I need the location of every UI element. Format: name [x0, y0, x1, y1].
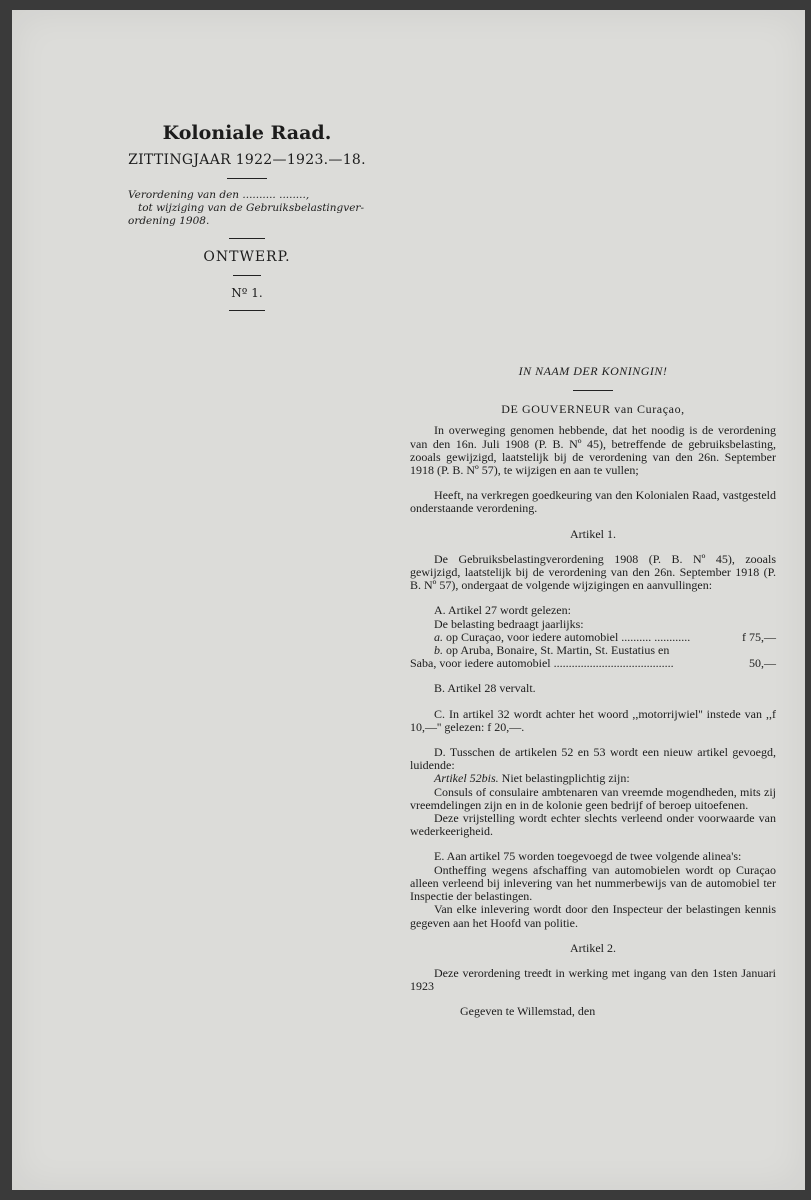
- amendment-e-para1: Ontheffing wegens afschaffing van automobielen wordt op Curaçao alleen verleend bij inlevering van het nummerbewijs van de automobiel ter Inspectie der belastingen.: [410, 862, 776, 904]
- article-52bis-text: Niet belastingplichtig zijn:: [501, 771, 630, 786]
- article-1-intro: De Gebruiksbelastingverordening 1908 (P. B. Nº 45), zooals gewijzigd, laatstelijk bij de verordening van den 26n. September 1918 (P. B. Nº 57), ondergaat de volgende wijzigingen en aanvullingen:: [410, 551, 776, 593]
- article-2-text: Deze verordening treedt in werking met ingang van den 1sten Januari 1923: [410, 965, 776, 994]
- adoption-paragraph: Heeft, na verkregen goedkeuring van den Kolonialen Raad, vastgesteld onderstaande verordening.: [410, 488, 776, 516]
- description-line: ordening 1908.: [128, 215, 210, 227]
- amendment-a: A. Artikel 27 wordt gelezen:: [434, 603, 571, 618]
- council-title: Koloniale Raad.: [162, 122, 332, 144]
- consideration-paragraph: In overweging genomen hebbende, dat het noodig is de verordening van den 16n. Juli 1908 (P. B. Nº 45), betreffende de gebruiksbelasting, zooals gewijzigd, laatstelijk bij de verordening van den 26n. September 1918 (P. B. Nº 57), te wijzigen en aan te vullen;: [410, 423, 776, 478]
- article-2-heading: Artikel 2.: [570, 940, 616, 955]
- governor-line: DE GOUVERNEUR van Curaçao,: [501, 402, 685, 417]
- item-label: Saba, voor iedere automobiel ........................................: [410, 657, 674, 671]
- divider: [229, 238, 265, 239]
- draft-label: ONTWERP.: [203, 249, 291, 265]
- tax-rate-islands: [410, 644, 776, 657]
- reciprocity-clause: Deze vrijstelling wordt echter slechts verleend onder voorwaarde van wederkeerigheid.: [410, 811, 776, 839]
- ordinance-description: [122, 189, 368, 228]
- item-amount: f 75,—: [742, 629, 776, 644]
- invocation: IN NAAM DER KONINGIN!: [518, 364, 668, 378]
- divider: [573, 390, 613, 391]
- divider: [233, 275, 261, 276]
- description-line: Verordening van den .......... ........,: [128, 189, 310, 201]
- amendment-e-para2: Van elke inlevering wordt door den Inspecteur der belastingen kennis gegeven aan het Hoofd van politie.: [410, 902, 776, 930]
- ordinance-body: [410, 365, 776, 1019]
- article-52bis-title: Artikel 52bis.: [434, 771, 499, 786]
- document-header: [122, 120, 372, 321]
- description-line: tot wijziging van de Gebruiksbelastingver-: [138, 202, 364, 214]
- draft-number: Nº 1.: [231, 286, 263, 300]
- tax-rate-islands-cont: [410, 657, 776, 670]
- document-page: [12, 10, 805, 1190]
- article-1-heading: Artikel 1.: [570, 526, 616, 541]
- given-at: Gegeven te Willemstad, den: [460, 1004, 596, 1019]
- item-label: op Curaçao, voor iedere automobiel .......... ............: [446, 630, 691, 644]
- article-52bis: [410, 772, 776, 785]
- item-letter: b.: [434, 643, 443, 658]
- amendment-e: E. Aan artikel 75 worden toegevoegd de twee volgende alinea's:: [434, 849, 742, 864]
- divider: [227, 178, 267, 179]
- item-letter: a.: [434, 630, 443, 644]
- divider: [229, 310, 265, 311]
- session-year: ZITTINGJAAR 1922—1923.—18.: [128, 152, 366, 168]
- consuls-exemption: Consuls of consulaire ambtenaren van vreemde mogendheden, mits zij vreemdelingen zijn en in de kolonie geen bedrijf of beroep uitoefenen.: [410, 784, 776, 812]
- amendment-d: D. Tusschen de artikelen 52 en 53 wordt een nieuw artikel gevoegd, luidende:: [410, 745, 776, 773]
- amendment-b: B. Artikel 28 vervalt.: [434, 681, 536, 696]
- item-amount: 50,—: [749, 656, 776, 671]
- amendment-a-tax: De belasting bedraagt jaarlijks:: [434, 616, 584, 631]
- amendment-c: C. In artikel 32 wordt achter het woord ,,motorrijwiel'' instede van ,,f 10,—'' gelezen: f 20,—.: [410, 706, 776, 734]
- item-label: op Aruba, Bonaire, St. Martin, St. Eustatius en: [446, 643, 670, 658]
